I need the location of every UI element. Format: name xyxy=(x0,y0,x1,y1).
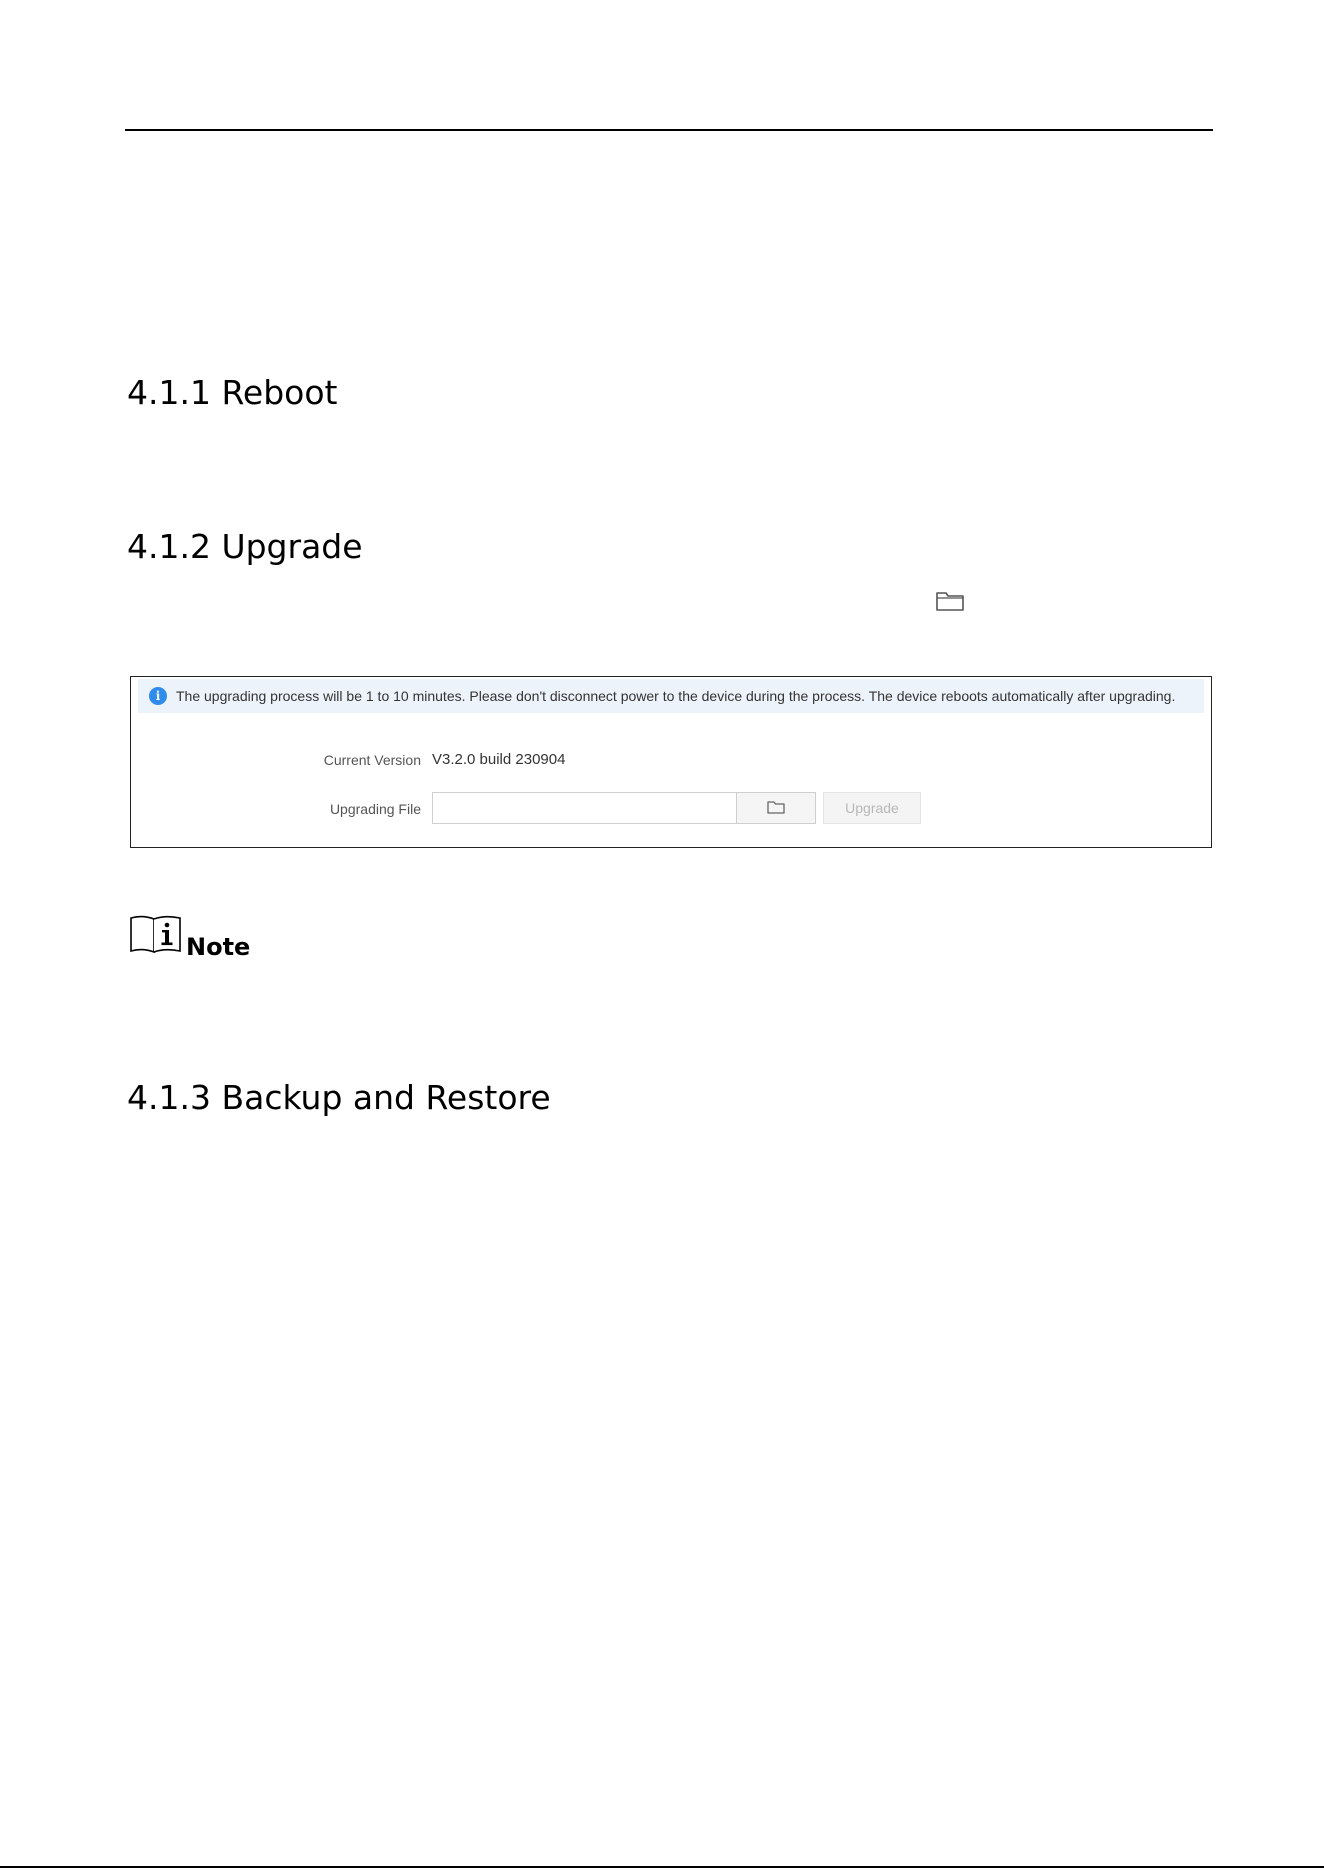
upgrade-button[interactable]: Upgrade xyxy=(823,792,921,824)
browse-file-button[interactable] xyxy=(736,792,816,824)
footer-rule xyxy=(0,1866,1324,1868)
upgrade-panel-screenshot xyxy=(130,676,1212,848)
note-book-icon xyxy=(128,914,184,961)
header-rule xyxy=(125,129,1213,131)
note-label: Note xyxy=(186,933,251,961)
info-message: The upgrading process will be 1 to 10 minutes. Please don't disconnect power to the device during the process. The device reboots automatically after upgrading. xyxy=(176,688,1176,704)
note-callout xyxy=(128,914,250,961)
section-heading-upgrade: 4.1.2 Upgrade xyxy=(127,527,363,566)
folder-icon xyxy=(767,800,785,817)
upgrading-file-input[interactable] xyxy=(432,792,737,824)
section-heading-backup-restore: 4.1.3 Backup and Restore xyxy=(127,1078,551,1117)
section-heading-reboot: 4.1.1 Reboot xyxy=(127,373,338,412)
info-icon: i xyxy=(149,687,167,705)
current-version-label: Current Version xyxy=(323,752,421,768)
folder-icon xyxy=(935,590,965,612)
current-version-value: V3.2.0 build 230904 xyxy=(432,751,566,768)
upgrading-file-label: Upgrading File xyxy=(329,801,421,817)
info-banner xyxy=(138,679,1204,713)
